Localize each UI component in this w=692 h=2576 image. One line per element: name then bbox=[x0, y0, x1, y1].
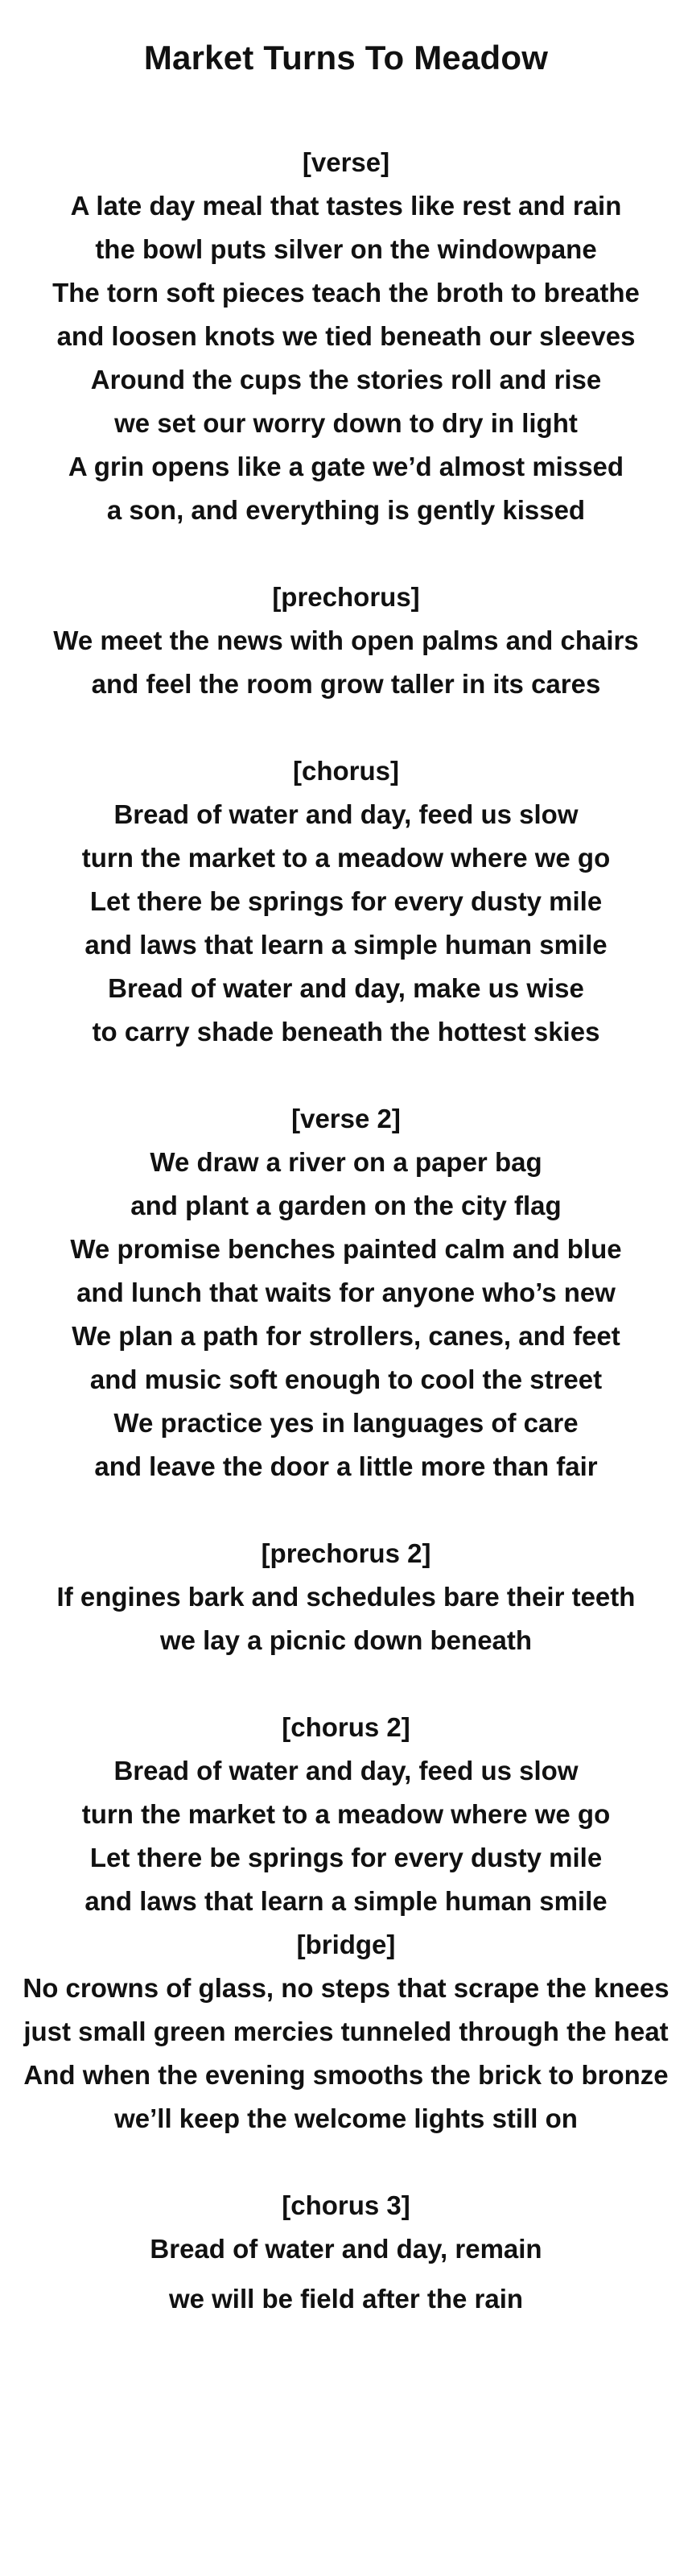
lyric-line: And when the evening smooths the brick to bronze bbox=[23, 2060, 669, 2090]
section-label-bridge: [bridge] bbox=[296, 1930, 396, 1959]
lyric-line: We promise benches painted calm and blue bbox=[70, 1234, 622, 1264]
lyric-line: turn the market to a meadow where we go bbox=[81, 843, 611, 873]
lyric-line: No crowns of glass, no steps that scrape the knees bbox=[23, 1973, 669, 2003]
lyric-line: Let there be springs for every dusty mile bbox=[89, 1843, 603, 1872]
lyric-line: and music soft enough to cool the street bbox=[89, 1364, 603, 1394]
section-label-chorus: [chorus] bbox=[293, 756, 399, 786]
section-label-prechorus-2: [prechorus 2] bbox=[261, 1538, 431, 1568]
section-label-verse: [verse] bbox=[302, 147, 390, 177]
lyric-line: and plant a garden on the city flag bbox=[130, 1191, 562, 1220]
lyric-line: Around the cups the stories roll and rise bbox=[90, 365, 602, 394]
lyric-line: and laws that learn a simple human smile bbox=[84, 930, 608, 960]
lyric-line: to carry shade beneath the hottest skies bbox=[92, 1017, 600, 1046]
lyric-line: we lay a picnic down beneath bbox=[159, 1625, 533, 1655]
lyric-line: Bread of water and day, make us wise bbox=[108, 973, 584, 1003]
lyric-line: we set our worry down to dry in light bbox=[114, 408, 578, 438]
section-label-verse-2: [verse 2] bbox=[291, 1104, 401, 1133]
lyric-line: We practice yes in languages of care bbox=[113, 1408, 579, 1438]
section-label-chorus-2: [chorus 2] bbox=[282, 1712, 410, 1742]
song-title: Market Turns To Meadow bbox=[143, 39, 549, 76]
lyric-line: the bowl puts silver on the windowpane bbox=[95, 234, 597, 264]
lyric-line: Bread of water and day, remain bbox=[150, 2234, 542, 2264]
lyric-line: Let there be springs for every dusty mile bbox=[89, 886, 603, 916]
lyric-line: If engines bark and schedules bare their teeth bbox=[56, 1582, 636, 1612]
lyric-line: we will be field after the rain bbox=[168, 2284, 524, 2314]
lyric-line: and loosen knots we tied beneath our sleeves bbox=[56, 321, 636, 351]
lyric-line: We meet the news with open palms and chairs bbox=[53, 625, 639, 655]
lyric-line: We plan a path for strollers, canes, and feet bbox=[72, 1321, 620, 1351]
lyric-line: and lunch that waits for anyone who’s new bbox=[76, 1278, 616, 1307]
lyric-line: A late day meal that tastes like rest and rain bbox=[70, 191, 622, 221]
lyric-line: just small green mercies tunneled through the heat bbox=[23, 2017, 669, 2046]
lyric-line: and leave the door a little more than fair bbox=[94, 1451, 598, 1481]
lyric-line: a son, and everything is gently kissed bbox=[106, 495, 586, 525]
lyric-line: we’ll keep the welcome lights still on bbox=[114, 2103, 578, 2133]
lyric-line: and feel the room grow taller in its cares bbox=[91, 669, 601, 699]
lyric-line: A grin opens like a gate we’d almost missed bbox=[68, 452, 624, 481]
lyric-line: turn the market to a meadow where we go bbox=[81, 1799, 611, 1829]
section-label-chorus-3: [chorus 3] bbox=[282, 2190, 410, 2220]
lyric-line: We draw a river on a paper bag bbox=[150, 1147, 542, 1177]
lyric-line: Bread of water and day, feed us slow bbox=[113, 799, 579, 829]
lyric-line: The torn soft pieces teach the broth to breathe bbox=[52, 278, 640, 308]
lyric-line: Bread of water and day, feed us slow bbox=[113, 1756, 579, 1785]
section-label-prechorus: [prechorus] bbox=[272, 582, 420, 612]
lyric-line: and laws that learn a simple human smile bbox=[84, 1886, 608, 1916]
